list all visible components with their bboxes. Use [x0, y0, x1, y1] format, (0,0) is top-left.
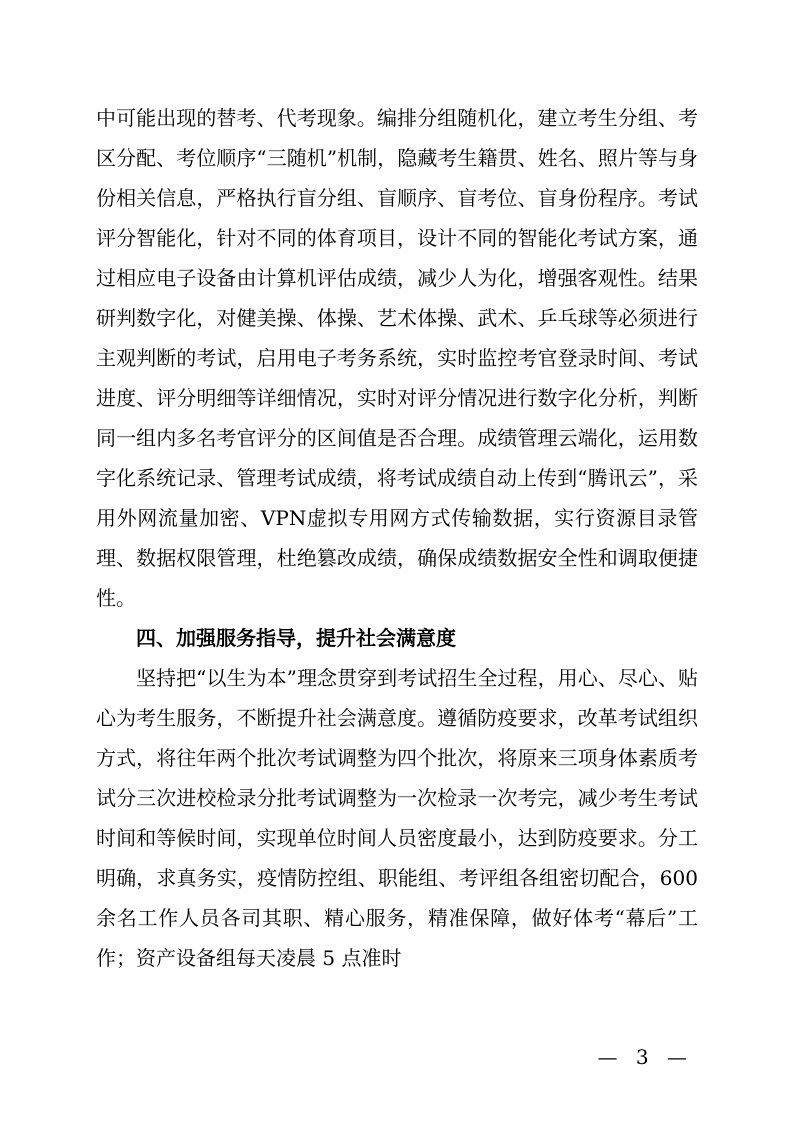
body-paragraph: 中可能出现的替考、代考现象。编排分组随机化，建立考生分组、考区分配、考位顺序“三随机”机制，隐藏考生籍贯、姓名、照片等与身份相关信息，严格执行盲分组、盲顺序、盲考位、盲身份程序。考试评分智能化，针对不同的体育项目，设计不同的智能化考试方案，通过相应电子设备由计算机评估成绩，减少人为化，增强客观性。结果研判数字化，对健美操、体操、艺术体操、武术、乒乓球等必须进行主观判断的考试，启用电子考务系统，实时监控考官登录时间、考试进度、评分明细等详细情况，实时对评分情况进行数字化分析，判断同一组内多名考官评分的区间值是否合理。成绩管理云端化，运用数字化系统记录、管理考试成绩，将考试成绩自动上传到“腾讯云”，采用外网流量加密、VPN虚拟专用网方式传输数据，实行资源目录管理、数据权限管理，杜绝篡改成绩，确保成绩数据安全性和调取便捷性。 — [96, 106, 698, 610]
document-body — [96, 98, 698, 978]
page-number: — 3 — — [597, 1045, 693, 1069]
section-heading: 四、加强服务指导，提升社会满意度 — [136, 626, 456, 650]
body-paragraph: 坚持把“以生为本”理念贯穿到考试招生全过程，用心、尽心、贴心为考生服务，不断提升社会满意度。遵循防疫要求，改革考试组织方式，将往年两个批次考试调整为四个批次，将原来三项身体素质考试分三次进校检录分批考试调整为一次检录一次考完，减少考生考试时间和等候时间，实现单位时间人员密度最小，达到防疫要求。分工明确，求真务实，疫情防控组、职能组、考评组各组密切配合，600余名工作人员各司其职、精心服务，精准保障，做好体考“幕后”工作；资产设备组每天凌晨 5 点准时 — [96, 666, 698, 970]
